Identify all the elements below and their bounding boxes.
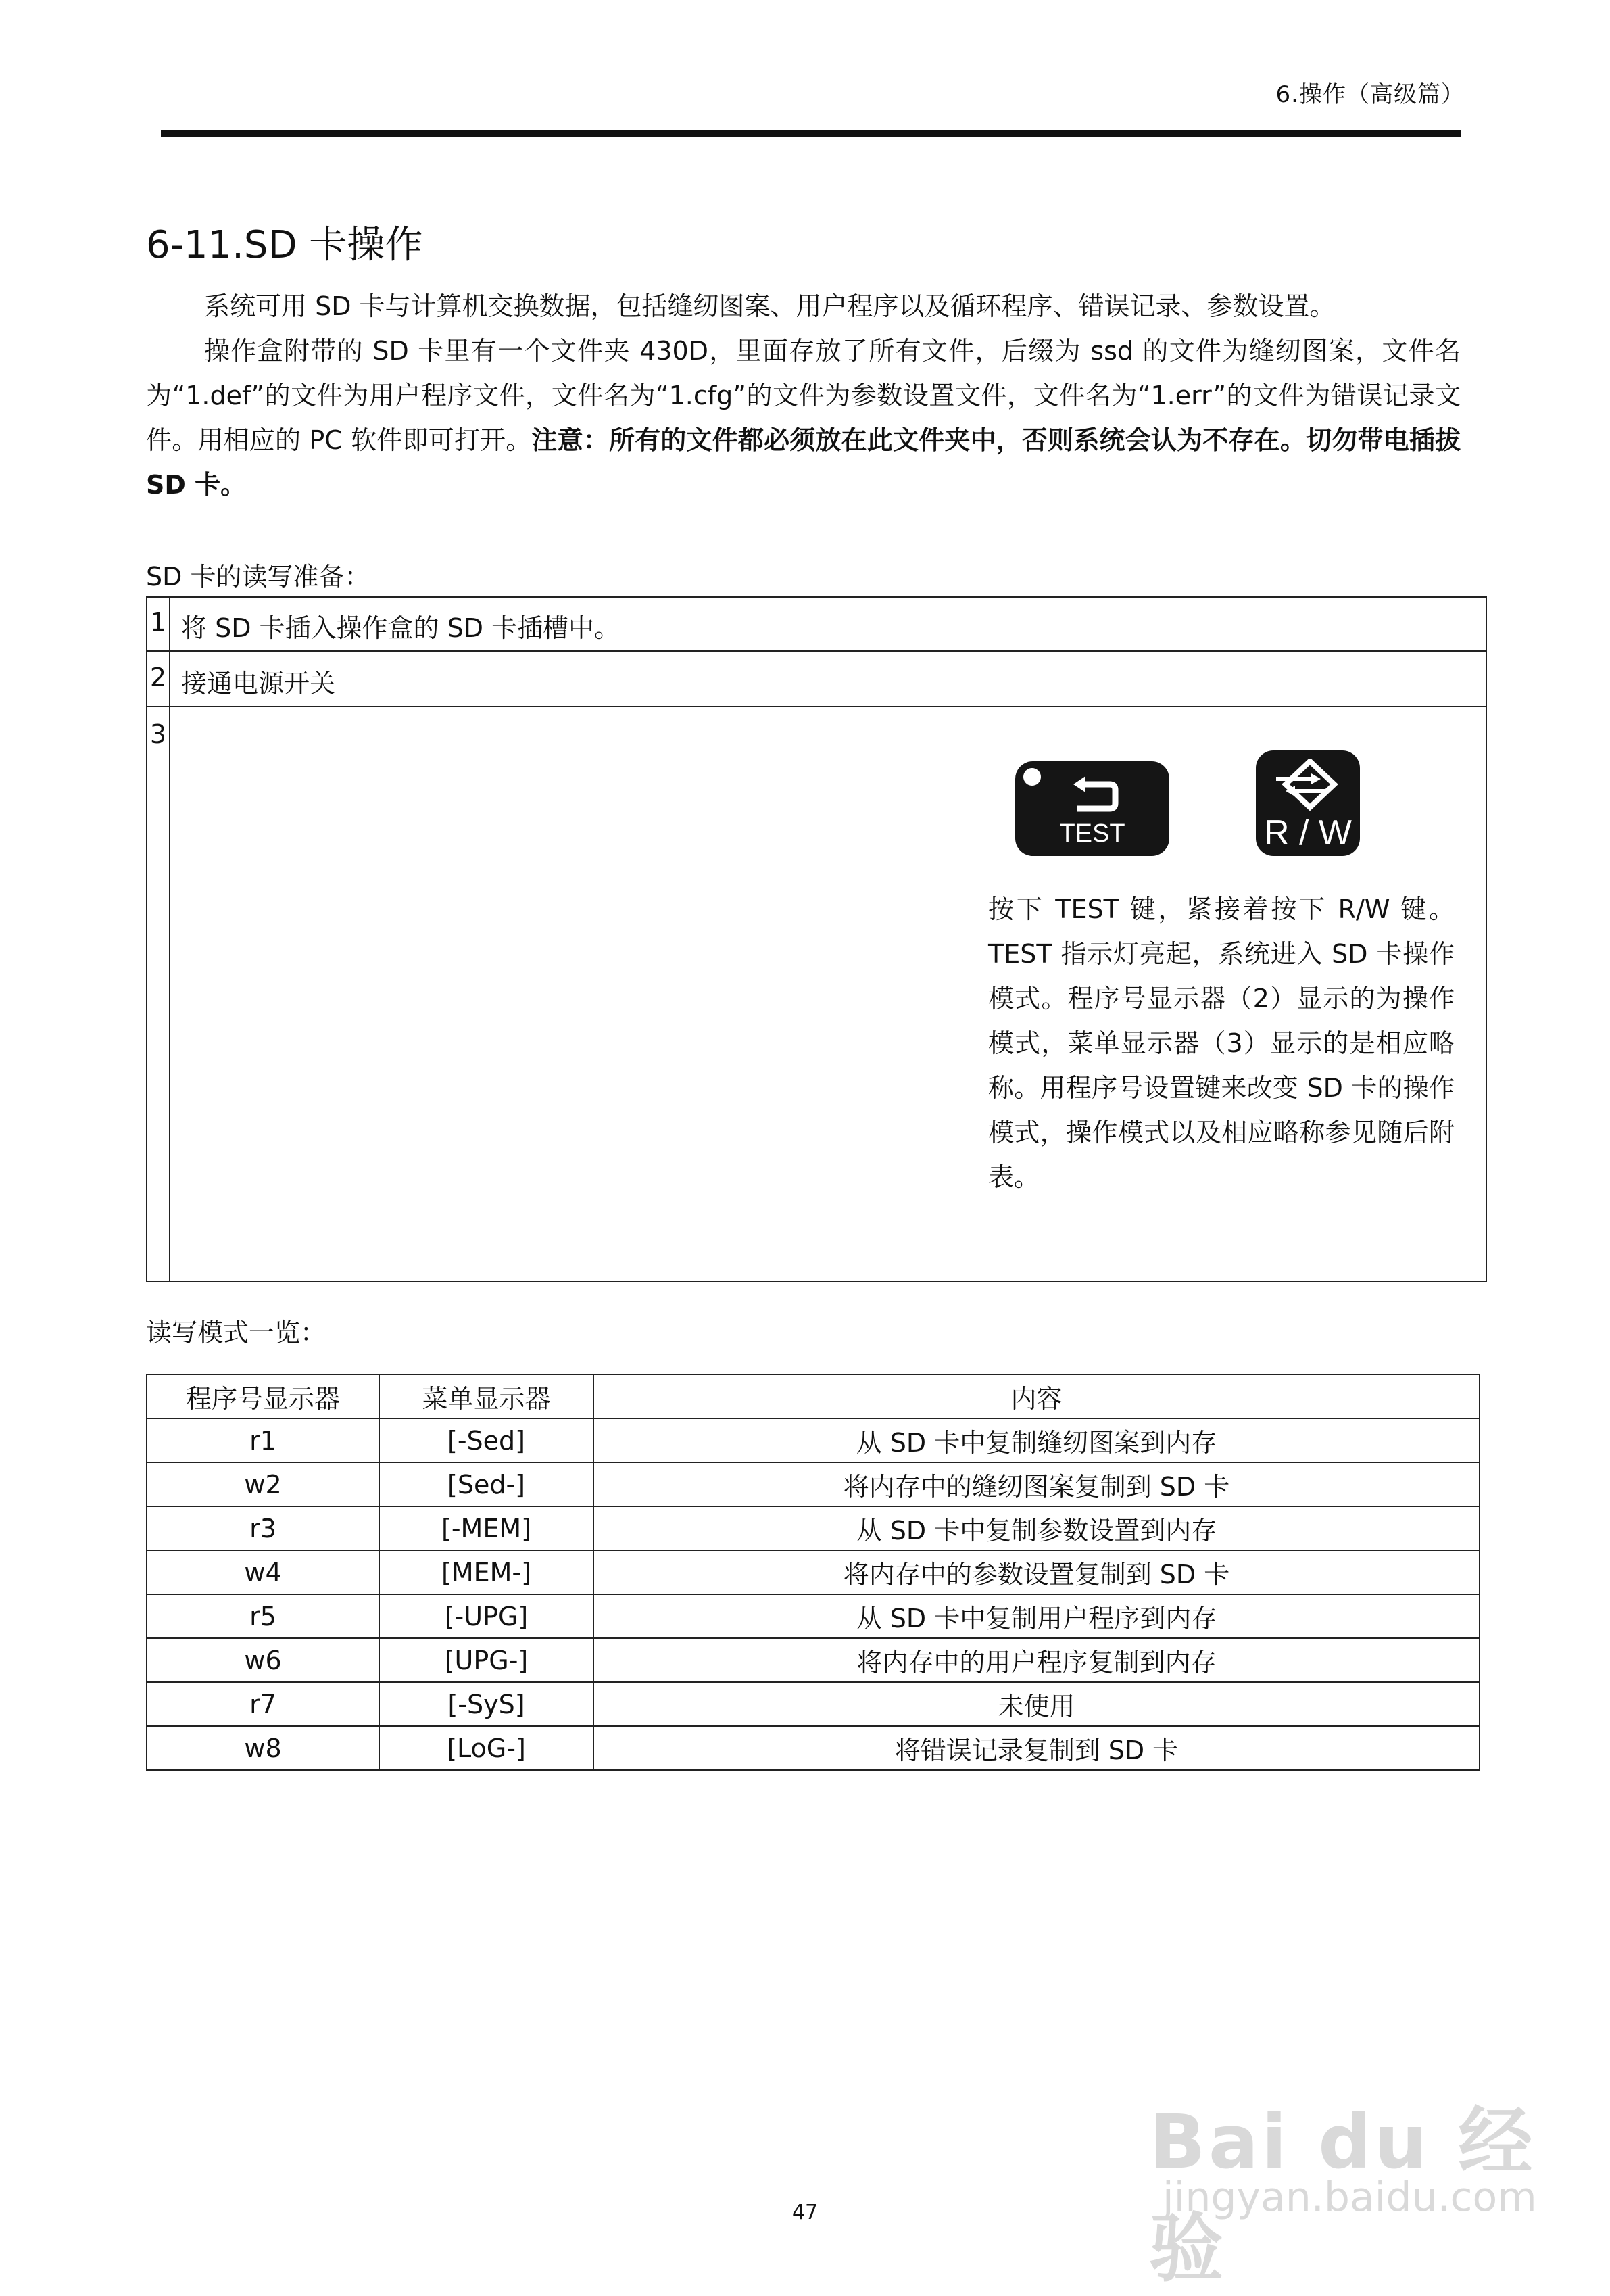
table-row bbox=[147, 1682, 1480, 1726]
program-display: w6 bbox=[147, 1638, 379, 1682]
program-display: r1 bbox=[147, 1418, 379, 1462]
program-display: r5 bbox=[147, 1594, 379, 1638]
column-header: 菜单显示器 bbox=[379, 1374, 593, 1418]
table-row bbox=[147, 1506, 1480, 1550]
menu-display: [-SyS] bbox=[379, 1682, 593, 1726]
watermark-brand: Bai du 经验 bbox=[1149, 2099, 1536, 2292]
program-display: r3 bbox=[147, 1506, 379, 1550]
table-row bbox=[147, 1418, 1480, 1462]
content: 将内存中的用户程序复制到内存 bbox=[593, 1638, 1480, 1682]
intro-paragraph-2 bbox=[146, 329, 1461, 507]
menu-display: [-MEM] bbox=[379, 1506, 593, 1550]
test-key-label: TEST bbox=[1059, 819, 1125, 848]
content: 将错误记录复制到 SD 卡 bbox=[593, 1726, 1480, 1770]
intro-paragraph-2-text: 操作盒附带的 SD 卡里有一个文件夹 430D，里面存放了所有文件，后缀为 ssd 的文件为缝纫图案，文件名为“1.def”的文件为用户程序文件，文件名为“1.cfg”的文件为参数设置文件，文件名为“1.err”的文件为错误记录文件。用相应的 PC 软件即可打开。 bbox=[146, 336, 1461, 455]
menu-display: [-Sed] bbox=[379, 1418, 593, 1462]
content: 从 SD 卡中复制参数设置到内存 bbox=[593, 1506, 1480, 1550]
intro-paragraphs bbox=[146, 284, 1461, 507]
step-3-description: 按下 TEST 键，紧接着按下 R/W 键。TEST 指示灯亮起，系统进入 SD 卡操作模式。程序号显示器（2）显示的为操作模式，菜单显示器（3）显示的是相应略称。用程序号设置键来改变 SD 卡的操作模式，操作模式以及相应略称参见随后附表。 bbox=[988, 894, 1455, 1192]
menu-display: [UPG-] bbox=[379, 1638, 593, 1682]
content: 从 SD 卡中复制用户程序到内存 bbox=[593, 1594, 1480, 1638]
indicator-light bbox=[1023, 768, 1041, 786]
program-display: w2 bbox=[147, 1462, 379, 1506]
header-rule bbox=[161, 130, 1461, 137]
column-header: 内容 bbox=[593, 1374, 1480, 1418]
table-row bbox=[147, 1638, 1480, 1682]
table-header-row bbox=[147, 1374, 1480, 1418]
menu-display: [Sed-] bbox=[379, 1462, 593, 1506]
content: 从 SD 卡中复制缝纫图案到内存 bbox=[593, 1418, 1480, 1462]
test-key bbox=[1015, 761, 1169, 856]
intro-warning: 注意：所有的文件都必须放在此文件夹中，否则系统会认为不存在。切勿带电插拔 SD 卡。 bbox=[146, 425, 1461, 500]
rw-key-label: R / W bbox=[1264, 813, 1352, 853]
menu-display: [LoG-] bbox=[379, 1726, 593, 1770]
table-row bbox=[147, 597, 1486, 651]
page-number: 47 bbox=[791, 2201, 819, 2224]
step-text: 接通电源开关 bbox=[170, 651, 1486, 707]
step-number: 3 bbox=[147, 707, 170, 1281]
table-row bbox=[147, 1462, 1480, 1506]
section-title: 6-11.SD 卡操作 bbox=[146, 223, 423, 267]
table-row bbox=[147, 1594, 1480, 1638]
step-text: 将 SD 卡插入操作盒的 SD 卡插槽中。 bbox=[170, 597, 1486, 651]
rw-key bbox=[1256, 750, 1360, 856]
intro-paragraph-1: 系统可用 SD 卡与计算机交换数据，包括缝纫图案、用户程序以及循环程序、错误记录、参数设置。 bbox=[204, 291, 1336, 321]
prep-label: SD 卡的读写准备： bbox=[146, 562, 370, 592]
step-number: 1 bbox=[147, 597, 170, 651]
menu-display: [-UPG] bbox=[379, 1594, 593, 1638]
program-display: w8 bbox=[147, 1726, 379, 1770]
table-row bbox=[147, 1550, 1480, 1594]
column-header: 程序号显示器 bbox=[147, 1374, 379, 1418]
chapter-header: 6.操作（高级篇） bbox=[1275, 81, 1465, 108]
modes-label: 读写模式一览： bbox=[146, 1318, 326, 1347]
table-row bbox=[147, 651, 1486, 707]
read-write-icon bbox=[1271, 759, 1345, 811]
content: 未使用 bbox=[593, 1682, 1480, 1726]
step-number: 2 bbox=[147, 651, 170, 707]
program-display: w4 bbox=[147, 1550, 379, 1594]
menu-display: [MEM-] bbox=[379, 1550, 593, 1594]
table-row bbox=[147, 1726, 1480, 1770]
modes-table bbox=[146, 1374, 1480, 1771]
return-arrow-icon bbox=[1068, 775, 1122, 814]
content: 将内存中的缝纫图案复制到 SD 卡 bbox=[593, 1462, 1480, 1506]
watermark-url: jingyan.baidu.com bbox=[1163, 2174, 1537, 2221]
content: 将内存中的参数设置复制到 SD 卡 bbox=[593, 1550, 1480, 1594]
program-display: r7 bbox=[147, 1682, 379, 1726]
